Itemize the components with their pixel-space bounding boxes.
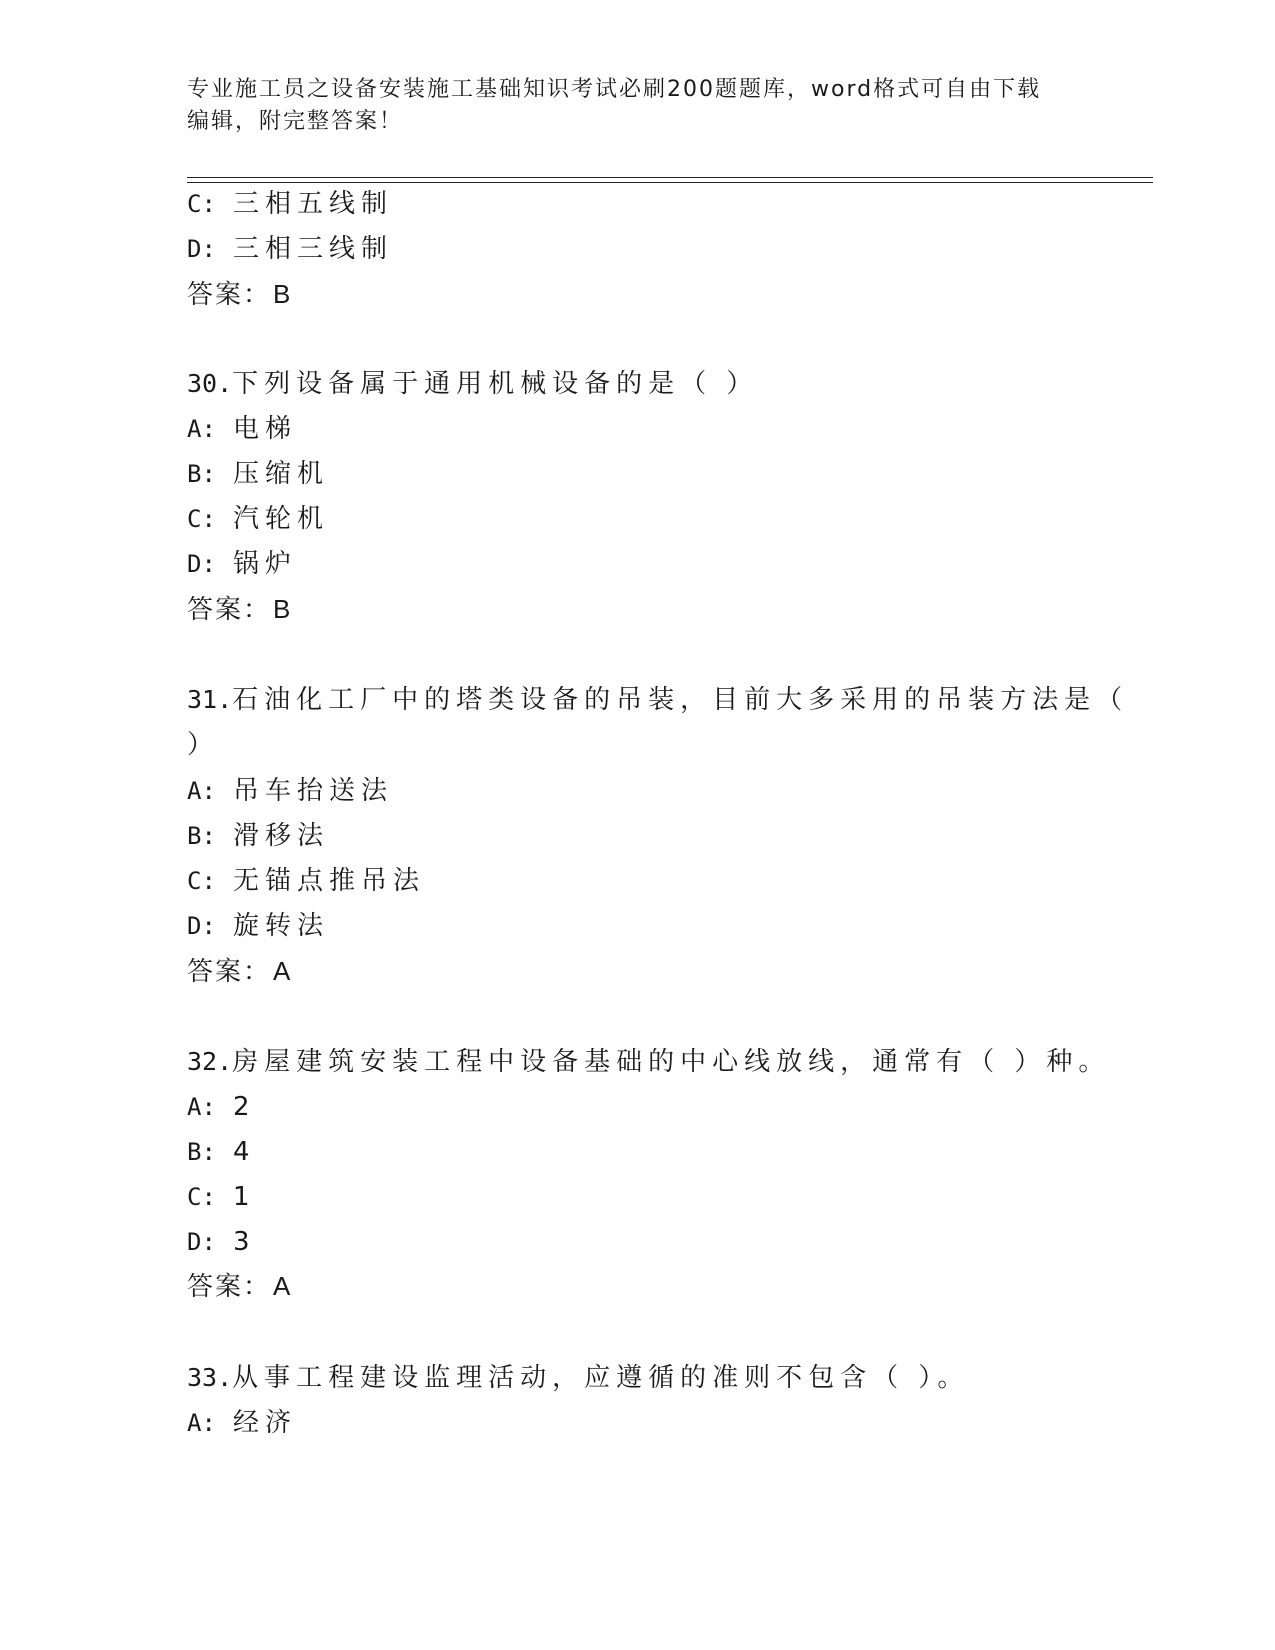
question-number: 32.	[187, 1047, 233, 1076]
header-divider-top	[187, 177, 1153, 178]
option-key: C:	[187, 867, 216, 895]
question-number: 31.	[187, 685, 233, 714]
option-text: 旋转法	[233, 911, 330, 941]
answer-value: A	[273, 956, 293, 986]
question-text: 石油化工厂中的塔类设备的吊装，目前大多采用的吊装方法是（	[232, 685, 1129, 715]
question-number: 33.	[187, 1363, 233, 1392]
option-a	[187, 413, 297, 445]
option-key: A:	[187, 415, 216, 443]
option-d	[187, 910, 329, 942]
option-text: 汽轮机	[233, 504, 330, 534]
option-a	[187, 1091, 256, 1123]
option-text: 2	[233, 1092, 256, 1122]
question-number: 30.	[187, 369, 233, 398]
header-line-2: 编辑，附完整答案！	[187, 109, 404, 134]
option-key: D:	[187, 550, 216, 578]
option-key: D:	[187, 912, 216, 940]
answer-line	[187, 955, 292, 988]
answer-label: 答案：	[187, 595, 272, 625]
question-30	[187, 368, 758, 400]
option-key: B:	[187, 1138, 216, 1166]
option-key: A:	[187, 1409, 216, 1437]
answer-line	[187, 1270, 292, 1303]
question-31-continuation	[187, 729, 219, 761]
option-b	[187, 458, 329, 490]
question-31	[187, 684, 1128, 716]
question-text-continued: ）	[187, 730, 220, 760]
option-key: A:	[187, 777, 216, 805]
answer-label: 答案：	[187, 1272, 272, 1302]
header-line-1: 专业施工员之设备安装施工基础知识考试必刷200题题库，word格式可自由下载	[187, 77, 1042, 102]
answer-value: A	[273, 1271, 293, 1301]
option-text: 3	[233, 1227, 256, 1257]
answer-line	[187, 278, 292, 311]
option-key: D:	[187, 235, 216, 263]
option-key: C:	[187, 190, 216, 218]
option-a	[187, 1407, 297, 1439]
option-text: 无锚点推吊法	[233, 866, 426, 896]
option-d	[187, 233, 393, 265]
option-a	[187, 775, 393, 807]
option-d	[187, 1226, 256, 1258]
document-header	[187, 74, 1087, 138]
answer-value: B	[273, 594, 293, 624]
option-d	[187, 548, 297, 580]
option-key: C:	[187, 1183, 216, 1211]
answer-label: 答案：	[187, 957, 272, 987]
option-text: 滑移法	[233, 821, 330, 851]
option-key: B:	[187, 822, 216, 850]
header-divider-bottom	[187, 182, 1153, 183]
option-text: 1	[233, 1182, 256, 1212]
option-text: 三相三线制	[233, 234, 394, 264]
option-text: 压缩机	[233, 459, 330, 489]
option-key: D:	[187, 1228, 216, 1256]
option-b	[187, 1136, 256, 1168]
question-32	[187, 1046, 1110, 1078]
option-text: 吊车抬送法	[233, 776, 394, 806]
question-text: 从事工程建设监理活动，应遵循的准则不包含（ ）。	[232, 1363, 970, 1393]
option-text: 三相五线制	[233, 189, 394, 219]
question-33	[187, 1362, 969, 1394]
option-text: 电梯	[233, 414, 298, 444]
option-c	[187, 1181, 256, 1213]
answer-label: 答案：	[187, 280, 272, 310]
option-c	[187, 865, 425, 897]
answer-value: B	[273, 279, 293, 309]
option-c	[187, 503, 329, 535]
option-b	[187, 820, 329, 852]
option-key: C:	[187, 505, 216, 533]
option-text: 经济	[233, 1408, 298, 1438]
question-text: 房屋建筑安装工程中设备基础的中心线放线，通常有（ ）种。	[232, 1047, 1111, 1077]
option-text: 锅炉	[233, 549, 298, 579]
option-key: A:	[187, 1093, 216, 1121]
option-key: B:	[187, 460, 216, 488]
option-text: 4	[233, 1137, 256, 1167]
question-text: 下列设备属于通用机械设备的是（ ）	[232, 369, 759, 399]
answer-line	[187, 593, 292, 626]
option-c	[187, 188, 393, 220]
